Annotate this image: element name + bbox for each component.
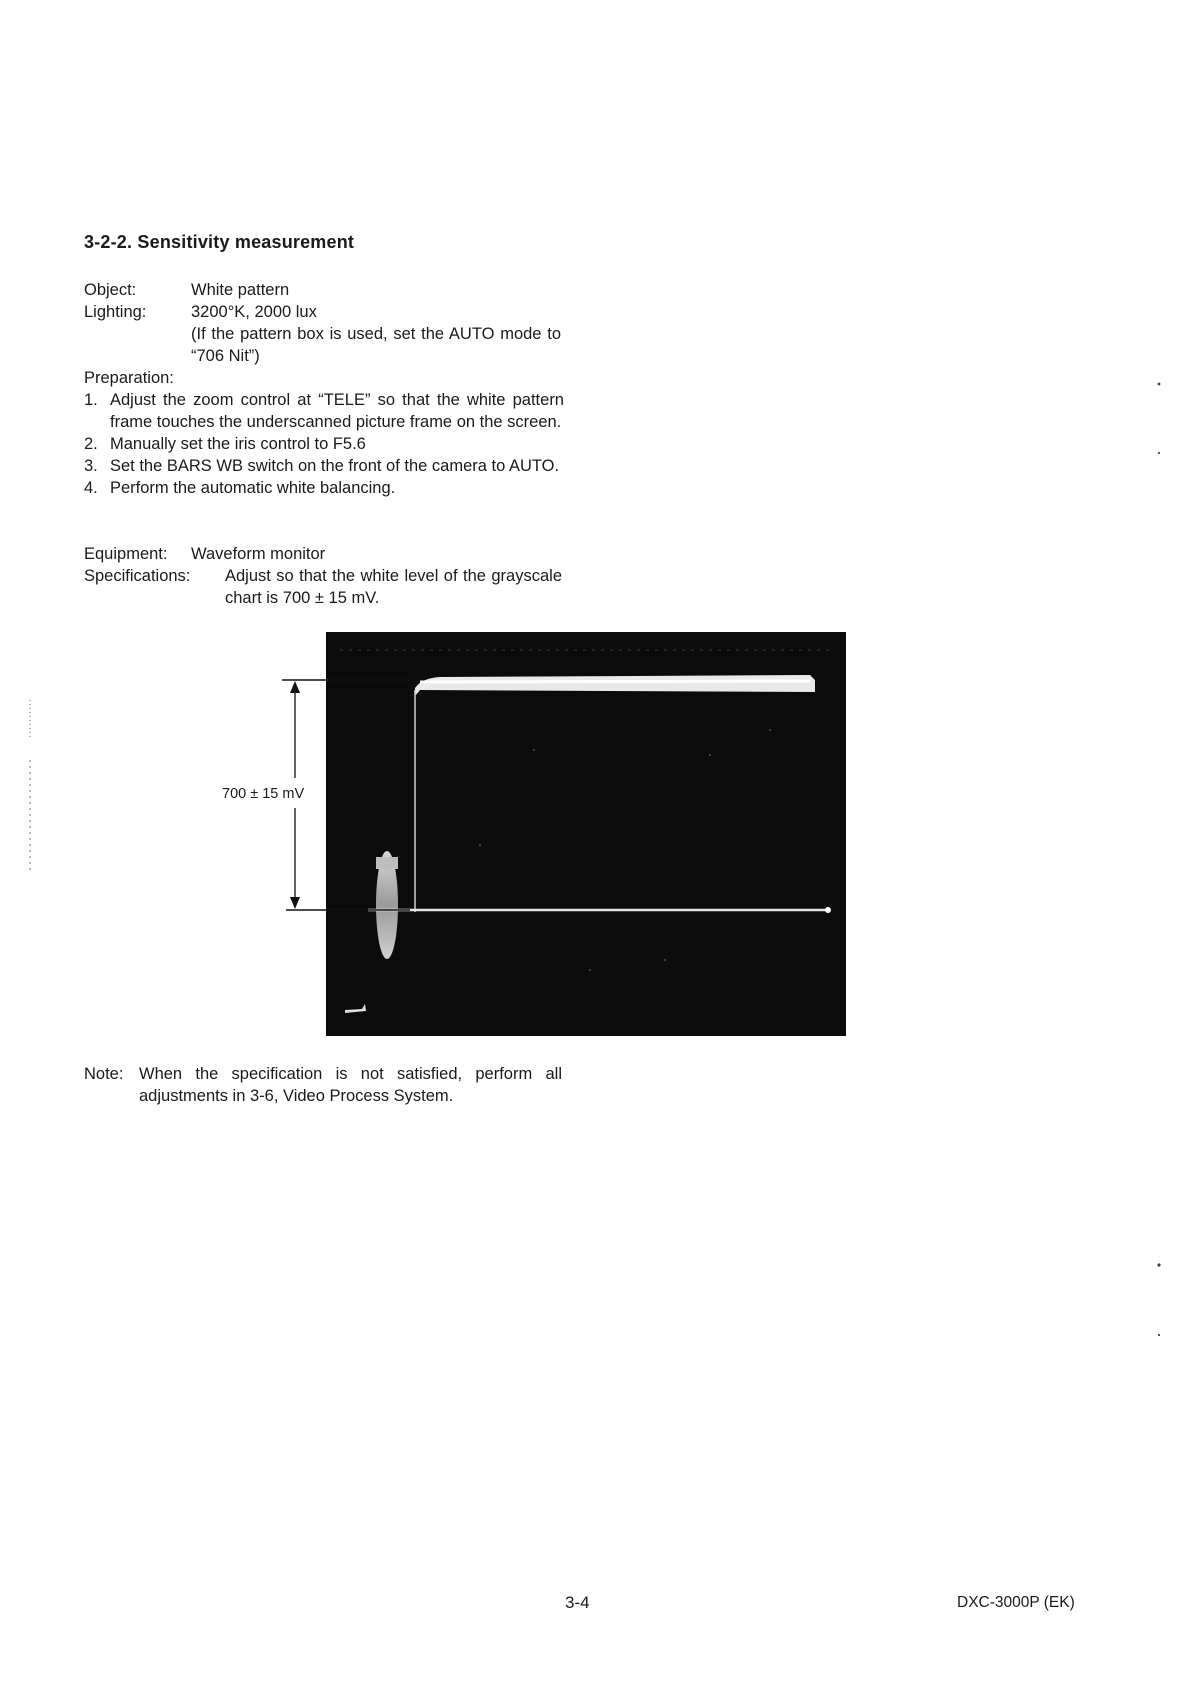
trace-end-dot	[825, 907, 831, 913]
step-text: Adjust the zoom control at “TELE” so that the white pattern frame touches the underscanned picture frame on the screen.	[110, 391, 564, 431]
section-heading: 3-2-2. Sensitivity measurement	[84, 232, 355, 252]
lighting-value: 3200°K, 2000 lux	[191, 303, 317, 321]
equipment-value: Waveform monitor	[191, 545, 326, 563]
arrowhead-up-icon	[290, 681, 300, 693]
arrowhead-down-icon	[290, 897, 300, 909]
sync-pulse-top	[376, 857, 398, 869]
preparation-step	[84, 433, 564, 455]
binding-margin-mark	[26, 700, 34, 880]
waveform-screen	[326, 632, 846, 1036]
note-text: When the specification is not satisfied, perform all adjustments in 3-6, Video Process System.	[139, 1065, 562, 1105]
specifications-value: Adjust so that the white level of the grayscale chart is 700 ± 15 mV.	[225, 567, 562, 607]
step-number: 4.	[84, 479, 98, 497]
step-text: Perform the automatic white balancing.	[110, 479, 396, 497]
step-text: Manually set the iris control to F5.6	[110, 435, 366, 453]
equipment-label: Equipment:	[84, 545, 168, 563]
page-number: 3-4	[565, 1593, 590, 1612]
step-number: 1.	[84, 391, 98, 409]
lighting-label: Lighting:	[84, 303, 147, 321]
preparation-step	[84, 455, 564, 477]
waveform-monitor-figure	[210, 630, 850, 1050]
dimension-label: 700 ± 15 mV	[222, 786, 305, 802]
preparation-step	[84, 389, 564, 433]
object-label: Object:	[84, 281, 137, 299]
step-text: Set the BARS WB switch on the front of the camera to AUTO.	[110, 457, 560, 475]
model-number: DXC-3000P (EK)	[957, 1594, 1075, 1611]
specifications-label: Specifications:	[84, 567, 191, 585]
step-number: 2.	[84, 435, 98, 453]
step-number: 3.	[84, 457, 98, 475]
preparation-step	[84, 477, 564, 499]
preparation-steps	[84, 389, 564, 499]
lighting-note: (If the pattern box is used, set the AUTO mode to “706 Nit”)	[191, 325, 561, 365]
white-level-highlight	[420, 681, 810, 682]
note-label: Note:	[84, 1065, 124, 1083]
preparation-label: Preparation:	[84, 369, 174, 387]
object-value: White pattern	[191, 281, 290, 299]
